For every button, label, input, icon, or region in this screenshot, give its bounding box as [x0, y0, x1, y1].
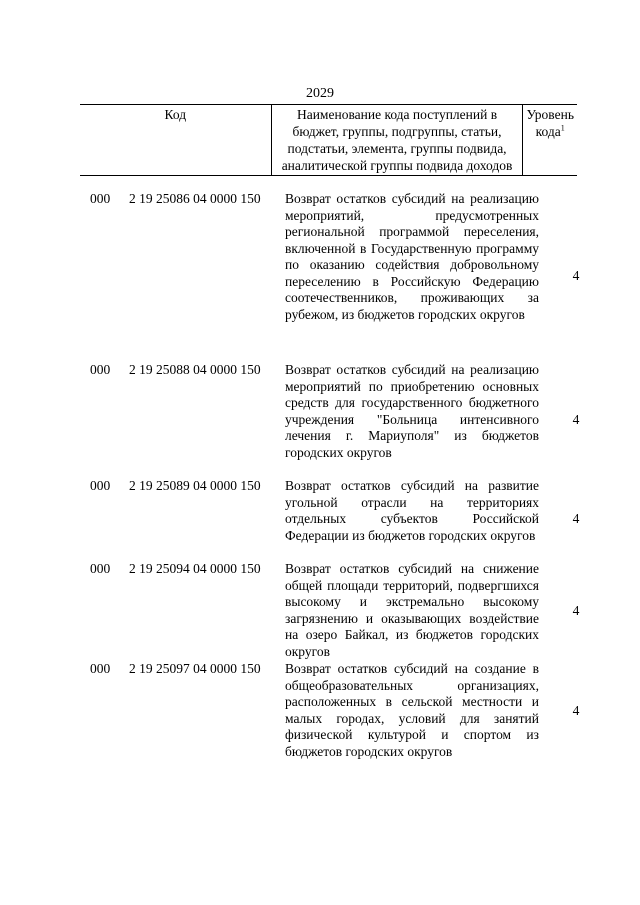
table-row [0, 362, 640, 478]
header-code: Код [80, 105, 271, 176]
level-value: 4 [572, 268, 580, 284]
header-level-text: Уровень кода [526, 107, 574, 139]
revenue-name: Возврат остатков субсидий на создание в общеобразовательных организациях, расположенных в сельской местности и малых городах, условий для занятий физической культурой и спортом из бюджетов городских округов [285, 661, 539, 759]
header-level [523, 105, 577, 176]
revenue-code: 2 19 25089 04 0000 150 [129, 478, 261, 493]
table-row [0, 561, 640, 661]
level-value: 4 [572, 511, 580, 527]
column-header-table [80, 104, 577, 176]
admin-code: 000 [90, 362, 111, 377]
revenue-name: Возврат остатков субсидий на реализацию мероприятий, предусмотренных региональной программой переселения, включенной в Государственную программу по оказанию содействия добровольному переселению в Российскую Федерацию соотечественников, проживающих за рубежом, из бюджетов городских округов [285, 191, 539, 322]
level-value: 4 [572, 602, 580, 618]
revenue-code: 2 19 25088 04 0000 150 [129, 362, 261, 377]
admin-code: 000 [90, 191, 111, 206]
admin-code: 000 [90, 661, 111, 676]
revenue-name: Возврат остатков субсидий на реализацию мероприятий по приобретению основных средств для государственного бюджетного учреждения "Больница интенсивного лечения г. Мариуполя" из бюджетов городских округов [285, 362, 539, 460]
revenue-code: 2 19 25086 04 0000 150 [129, 191, 261, 206]
revenue-code-list [0, 191, 640, 761]
header-level-footnote: 1 [560, 123, 565, 133]
revenue-name: Возврат остатков субсидий на снижение общей площади территорий, подвергшихся высокому и экстремально высокому загрязнению и оказывающих воздействие на озеро Байкал, из бюджетов городских округов [285, 561, 539, 659]
table-row [0, 478, 640, 561]
admin-code: 000 [90, 478, 111, 493]
header-name: Наименование кода поступлений в бюджет, группы, подгруппы, статьи, подстатьи, элемента, группы подвида, аналитической группы подвида доходов [271, 105, 523, 176]
level-value: 4 [572, 702, 580, 718]
page-number: 2029 [306, 86, 334, 101]
revenue-code: 2 19 25097 04 0000 150 [129, 661, 261, 676]
level-value: 4 [572, 411, 580, 427]
table-row [0, 191, 640, 362]
table-row [0, 661, 640, 761]
revenue-name: Возврат остатков субсидий на развитие угольной отрасли на территориях отдельных субъектов Российской Федерации из бюджетов городских округов [285, 478, 539, 543]
admin-code: 000 [90, 561, 111, 576]
revenue-code: 2 19 25094 04 0000 150 [129, 561, 261, 576]
